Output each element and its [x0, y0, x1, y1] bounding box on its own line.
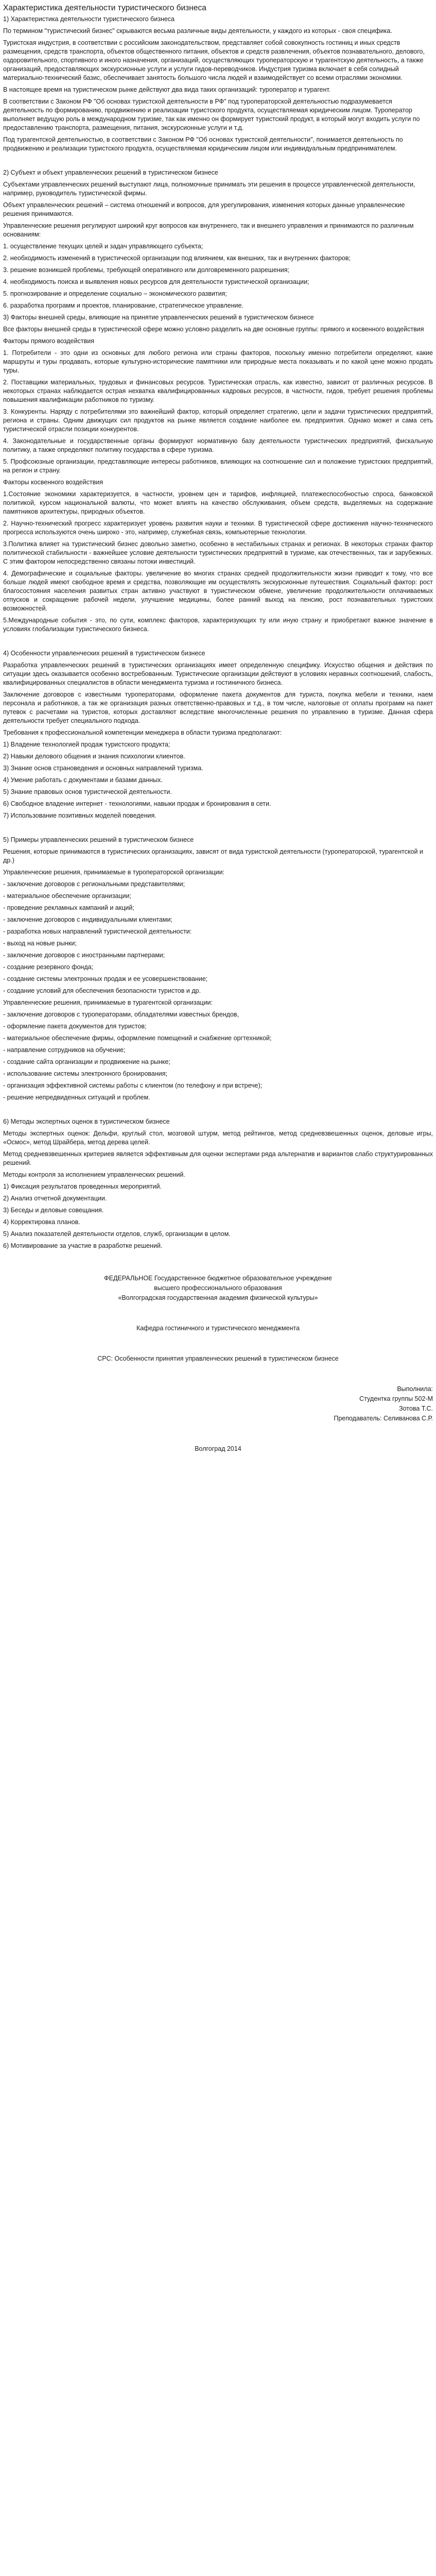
- paragraph: 3) Знание основ страноведения и основных направлений туризма.: [3, 765, 203, 772]
- paragraph: 4) Умение работать с документами и базами данных.: [3, 776, 163, 784]
- paragraph: Субъектами управленческих решений выступают лица, полномочные принимать эти решения в процессе управленческой деятельности, например, руководитель туристической фирмы.: [3, 181, 415, 197]
- paragraph: - заключение договоров с туроператорами, обладателями известных брендов,: [3, 1011, 239, 1018]
- paragraph: 3. Конкуренты. Наряду с потребителями это важнейший фактор, который определяет стратегию, цели и задачи туристических предприятий, региона и страны. Одним движущих сил продуктов на рынке является создание наиболее ем. предприятия. Однако может и сама сеть туристической отрасли позиции конкурентов.: [3, 408, 433, 433]
- paragraph: В настоящее время на туристическом рынке действуют два вида таких организаций: туроператор и турагент.: [3, 86, 331, 93]
- paragraph: - материальное обеспечение организации;: [3, 892, 131, 900]
- section-gap: [3, 1105, 433, 1117]
- paragraph: 5. Профсоюзные организации, представляющие интересы работников, влияющих на соотношение сил и положение туристских предприятий, на регион и страну.: [3, 458, 433, 474]
- section-gap: [3, 823, 433, 836]
- paragraph: 3. решение возникшей проблемы, требующей оперативного или долговременного разрешения;: [3, 266, 290, 274]
- paragraph: Управленческие решения, принимаемые в туроператорской организации:: [3, 869, 225, 876]
- paragraph: 2) Навыки делового общения и знания психологии клиентов.: [3, 753, 185, 760]
- paragraph: - материальное обеспечение фирмы, оформление помещений и снабжение оргтехникой;: [3, 1035, 272, 1042]
- paragraph: 7) Использование позитивных моделей поведения.: [3, 812, 156, 819]
- paragraph: Разработка управленческих решений в туристических организациях имеет определенную специфику. Искусство общения и действия по ситуации здесь оказывается особенно востребованным. Туристические организации действуют в условиях неравных соотношений, слабость, квалифицированных специалистов в области менеджмента туризма и гостиничного бизнеса.: [3, 662, 433, 686]
- spacer: [3, 1334, 433, 1354]
- section-heading: 1) Характеристика деятельности туристического бизнеса: [3, 15, 175, 23]
- paragraph: - выход на новые рынки;: [3, 940, 77, 947]
- section-gap: [3, 156, 433, 168]
- paragraph: По термином "туристический бизнес" скрываются весьма различные виды деятельности, у каждого из которых - своя специфика.: [3, 27, 392, 35]
- author-line-3: Зотова Т.С.: [399, 1405, 433, 1412]
- section-heading: 4) Особенности управленческих решений в туристическом бизнесе: [3, 650, 205, 657]
- page-title: Характеристика деятельности туристического бизнеса: [3, 4, 206, 12]
- author-line-1: Выполнила:: [397, 1385, 433, 1393]
- paragraph: Все факторы внешней среды в туристической сфере можно условно разделить на две основные группы: прямого и косвенного воздействия: [3, 326, 424, 333]
- department-name: Кафедра гостиничного и туристического менеджмента: [136, 1325, 300, 1332]
- paragraph: 1.Состояние экономики характеризуется, в частности, уровнем цен и тарифов, инфляцией, платежеспособностью спроса, банковской политикой, курсом национальной валюты, что может влиять на качество обслуживания, объем средств, выделяемых на содержание памятников архитектуры, природных объектов.: [3, 490, 433, 515]
- paragraph: Требования к профессиональной компетенции менеджера в области туризма предполагают:: [3, 729, 282, 736]
- paragraph: 2. Научно-технический прогресс характеризует уровень развития науки и техники. В туристической сфере достижения научно-технического прогресса используются очень широко - это, например, служебная связь, компьютерные технологии.: [3, 520, 433, 536]
- author-line-4: Преподаватель: Селиванова С.Р.: [334, 1415, 433, 1422]
- paragraph: - заключение договоров с региональными представителями;: [3, 880, 185, 888]
- paragraph: Объект управленческих решений – система отношений и вопросов, для урегулирования, изменения которых данные управленческие решения принимаются.: [3, 201, 405, 217]
- sections-content: [3, 15, 433, 1250]
- paragraph: - создание условий для обеспечения безопасности туристов и др.: [3, 987, 201, 994]
- paragraph: 5.Международные события - это, по сути, комплекс факторов, характеризующих ту или иную страну и приобретают важное значение в условиях глобализации туристического бизнеса.: [3, 617, 433, 633]
- paragraph: - заключение договоров с иностранными партнерами;: [3, 952, 165, 959]
- work-title: СРС: Особенности принятия управленческих решений в туристическом бизнесе: [97, 1355, 339, 1362]
- title-page: [3, 1253, 433, 1453]
- paragraph: 6. разработка программ и проектов, планирование, стратегическое управление.: [3, 302, 243, 309]
- paragraph: 5) Анализ показателей деятельности отделов, служб, организации в целом.: [3, 1230, 231, 1238]
- institution-line-3: «Волгоградская государственная академия физической культуры»: [118, 1294, 318, 1301]
- paragraph: 3.Политика влияет на туристический бизнес довольно заметно, особенно в нестабильных странах и регионах. В некоторых странах фактор политической стабильности - важнейшее условие деятельности туристических предприятий в туризме, как отечественных, так и зарубежных. С этим фактором непосредственно связаны потоки инвестиций.: [3, 540, 433, 565]
- paragraph: 1. осуществление текущих целей и задач управляющего субъекта;: [3, 243, 203, 250]
- spacer: [3, 1364, 433, 1385]
- paragraph: 3) Факторы внешней среды, влияющие на принятие управленческих решений в туристическом бизнесе: [3, 314, 314, 321]
- section-heading: 6) Методы экспертных оценок в туристическом бизнесе: [3, 1118, 170, 1125]
- paragraph: 5. прогнозирование и определение социально – экономического развития;: [3, 290, 227, 297]
- paragraph: 6) Свободное владение интернет - технологиями, навыки продаж и бронирования в сети.: [3, 800, 271, 807]
- paragraph: Методы контроля за исполнением управленческих решений.: [3, 1171, 185, 1178]
- paragraph: 2. необходимость изменений в туристической организации под влиянием, как внешних, так и внутренних факторов;: [3, 255, 351, 262]
- paragraph: 2. Поставщики материальных, трудовых и финансовых ресурсов. Туристическая отрасль, как известно, зависит от различных ресурсов. В некоторых странах наблюдается острая нехватка квалифицированных кадровых ресурсов, в частности, гидов, требует решения проблемы повышения квалификации работников по туризму.: [3, 379, 433, 403]
- paragraph: 1) Владение технологией продаж туристского продукта;: [3, 741, 170, 748]
- paragraph: - использование системы электронного бронирования;: [3, 1070, 167, 1077]
- paragraph: - решение непредвиденных ситуаций и проблем.: [3, 1094, 150, 1101]
- paragraph: Управленческие решения регулируют широкий круг вопросов как внутреннего, так и внешнего управления и принимаются по различным основаниям:: [3, 222, 414, 238]
- paragraph: Управленческие решения, принимаемые в турагентской организации:: [3, 999, 213, 1006]
- paragraph: В соответствии с Законом РФ "Об основах туристской деятельности в РФ" под туроператорской деятельностью подразумевается деятельность по формированию, продвижению и реализации туристского продукта, осуществляемая юридическим лицом. Туроператор выполняет ведущую роль в международном туризме, так как именно он формирует туристский продукт, в который могут входить услуги по предоставлению транспорта, размещения, питания, экскурсионные услуги и т.д.: [3, 98, 420, 131]
- paragraph: 6) Мотивирование за участие в разработке решений.: [3, 1242, 163, 1249]
- city-year: Волгоград 2014: [195, 1445, 241, 1452]
- paragraph: - создание сайта организации и продвижение на рынке;: [3, 1058, 170, 1065]
- spacer: [3, 1303, 433, 1324]
- section-heading: 5) Примеры управленческих решений в туристическом бизнесе: [3, 836, 194, 843]
- paragraph: 3) Беседы и деловые совещания.: [3, 1207, 104, 1214]
- document-body: [3, 3, 433, 1453]
- spacer: [3, 1253, 433, 1274]
- paragraph: - проведение рекламных кампаний и акций;: [3, 904, 134, 911]
- paragraph: 1. Потребители - это одни из основных для любого региона или страны факторов, поскольку именно потребители определяют, какие маршруты и туры продавать, которые культурно-исторические памятники или природные места показывать и по какой цене можно продать туры.: [3, 349, 433, 374]
- paragraph: Метод средневзвешенных критериев является эффективным для оценки экспертами ряда альтернатив и вариантов слабо структурированных решений.: [3, 1150, 433, 1166]
- paragraph: Факторы косвенного воздействия: [3, 479, 103, 486]
- paragraph: 2) Анализ отчетной документации.: [3, 1195, 107, 1202]
- paragraph: - создание системы электронных продаж и ее усовершенствование;: [3, 975, 208, 982]
- institution-line-2: высшего профессионального образования: [154, 1284, 282, 1292]
- paragraph: 4. Демографические и социальные факторы. увеличение во многих странах средней продолжительности жизни приводит к тому, что все больше людей имеют свободное время и средства, позволяющие им осуществлять экскурсионные путешествия. Социальный фактор: рост благосостояния населения развитых стран активно участвуют в туристическом обмене, увеличение продолжительности оплачиваемых отпусков и сокращение рабочей недели, улучшение медицины, более ранний выход на пенсию, рост познавательных туристских возможностей.: [3, 570, 433, 612]
- institution-line-1: ФЕДЕРАЛЬНОЕ Государственное бюджетное образовательное учреждение: [104, 1275, 332, 1282]
- paragraph: Заключение договоров с известными туроператорами, оформление пакета документов для туриста, покупка мебели и техники, наем персонала и работников, а так же организация разных ответственно-правовых и т.д., в том числе, налоговые от оплаты программ на пакет путевок с расчетами на туристов, которых доставляют вследствие многочисленные решения по управлению в туризме. Данная сфера деятельности требует специального подхода.: [3, 691, 433, 724]
- paragraph: Методы экспертных оценок: Дельфи, круглый стол, мозговой штурм, метод рейтингов, метод средневзвешенных оценок, деловые игры, «Осмос», метод Шрайбера, метод дерева целей.: [3, 1130, 433, 1146]
- paragraph: 4. Законодательные и государственные органы формируют нормативную базу деятельности туристических предприятий, фискальную политику, а также определяют политику государства в сфере туризма.: [3, 437, 433, 453]
- paragraph: - заключение договоров с индивидуальными клиентами;: [3, 916, 172, 923]
- paragraph: Факторы прямого воздействия: [3, 337, 94, 345]
- author-line-2: Студентка группы 502-М: [359, 1395, 433, 1402]
- paragraph: - создание резервного фонда;: [3, 963, 94, 971]
- spacer: [3, 1424, 433, 1445]
- paragraph: Туристская индустрия, в соответствии с российским законодательством, представляет собой совокупность гостиниц и иных средств размещения, средств транспорта, объектов общественного питания, объектов и средств развлечения, объектов познавательного, делового, оздоровительного, спортивного и иного назначения, организаций, осуществляющих туроператорскую и турагентскую деятельность, а также организаций, предоставляющих экскурсионные услуги и услуги гидов-переводчиков. Индустрия туризма включает в себя солидный материально-технический базис, обеспечивает занятость большого числа людей и взаимодействует со всеми отраслями экономики.: [3, 39, 425, 81]
- paragraph: Под турагентской деятельностью, в соответствии с Законом РФ "Об основах туристской деятельности", понимается деятельность по продвижению и реализации туристского продукта, осуществляемая юридическим лицом или индивидуальным предпринимателем.: [3, 136, 403, 152]
- section-heading: 2) Субъект и объект управленческих решений в туристическом бизнесе: [3, 169, 218, 176]
- paragraph: 1) Фиксация результатов проведенных мероприятий.: [3, 1183, 162, 1190]
- paragraph: 4) Корректировка планов.: [3, 1218, 80, 1226]
- paragraph: Решения, которые принимаются в туристических организациях, зависят от вида туристской деятельности (туроператорской, турагентской и др.): [3, 848, 423, 864]
- paragraph: 4. необходимость поиска и выявления новых ресурсов для деятельности туристической организации;: [3, 278, 309, 285]
- paragraph: - направление сотрудников на обучение;: [3, 1046, 126, 1054]
- section-gap: [3, 637, 433, 649]
- paragraph: - организация эффективной системы работы с клиентом (по телефону и при встрече);: [3, 1082, 263, 1089]
- paragraph: 5) Знание правовых основ туристической деятельности.: [3, 788, 172, 795]
- paragraph: - разработка новых направлений туристической деятельности:: [3, 928, 192, 935]
- paragraph: - оформление пакета документов для туристов;: [3, 1023, 147, 1030]
